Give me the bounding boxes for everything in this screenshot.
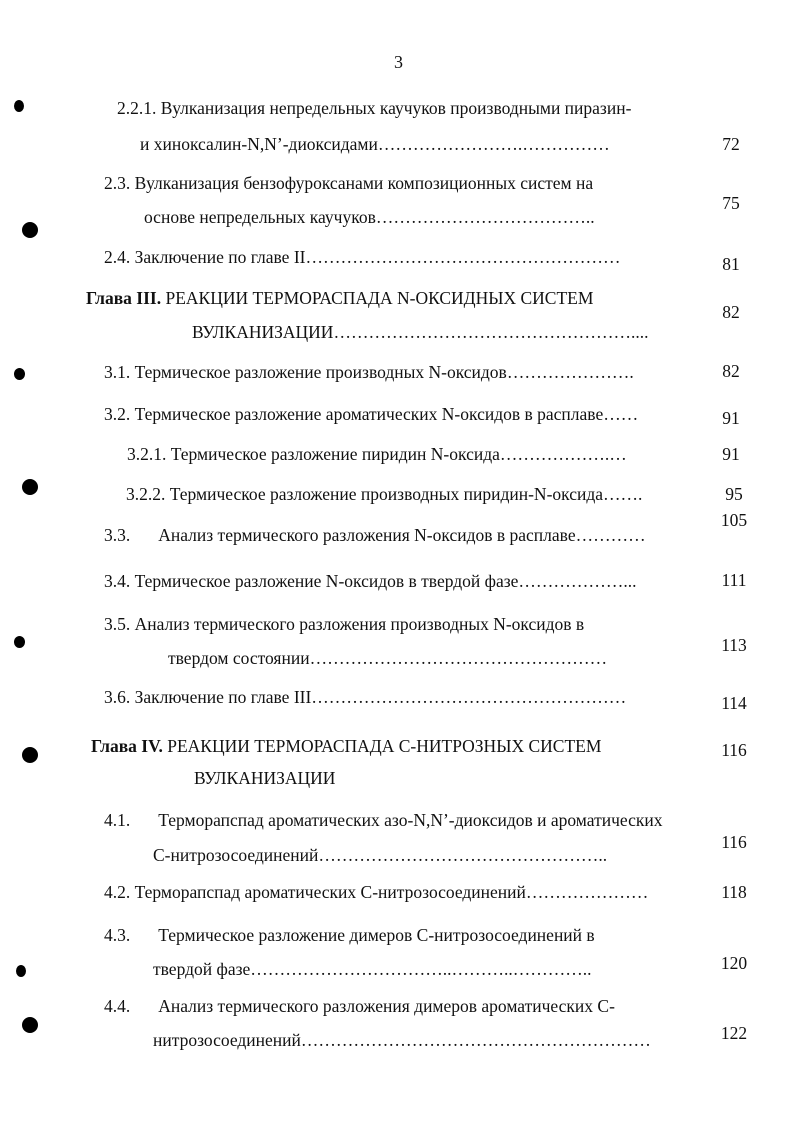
toc-chapter-4-line-1: [91, 738, 601, 756]
toc-entry-4-1-title: Терморапспад ароматических азо-N,N’-диоксидов и ароматических: [158, 810, 663, 830]
toc-entry-3-1: 3.1. Термическое разложение производных N-оксидов………………….: [104, 362, 634, 382]
toc-entry-3-3-number: 3.3.: [104, 525, 131, 545]
toc-entry-3-3-title: Анализ термического разложения N-оксидов в расплаве…………: [158, 525, 646, 545]
toc-entry-4-3-title: Термическое разложение димеров С-нитрозосоединений в: [158, 925, 595, 945]
toc-entry-4-3-number: 4.3.: [104, 925, 131, 945]
toc-entry-2-2-1-line-1: 2.2.1. Вулканизация непредельных каучуков производными пиразин-: [117, 98, 632, 118]
toc-entry-4-4-page: 122: [720, 1023, 748, 1043]
toc-entry-2-3-page: 75: [722, 193, 740, 213]
toc-entry-3-5-line-1: 3.5. Анализ термического разложения производных N-оксидов в: [104, 614, 585, 634]
toc-entry-3-4-page: 111: [721, 570, 747, 590]
toc-entry-3-5-line-2: твердом состоянии……………………………………………: [168, 648, 608, 668]
toc-entry-3-2: 3.2. Термическое разложение ароматических N-оксидов в расплаве……: [104, 404, 639, 424]
toc-chapter-3-page: 82: [722, 302, 740, 322]
toc-entry-4-1-line-2: С-нитрозосоединений…………………………………………..: [153, 845, 608, 865]
toc-entry-3-2-2: 3.2.2. Термическое разложение производных пиридин-N-оксида…….: [126, 484, 643, 504]
toc-entry-4-2: 4.2. Терморапспад ароматических С-нитрозосоединений…………………: [104, 882, 649, 902]
toc-entry-3-5-page: 113: [721, 635, 747, 655]
toc-entry-4-1-page: 116: [721, 832, 747, 852]
toc-entry-2-3-line-2: основе непредельных каучуков………………………………..: [144, 207, 595, 227]
toc-entry-4-3-line-1: [104, 927, 595, 945]
toc-entry-3-6-page: 114: [721, 693, 747, 713]
chapter-4-prefix: Глава IV.: [91, 736, 163, 756]
toc-chapter-4-line-2: ВУЛКАНИЗАЦИИ: [194, 768, 336, 788]
toc-entry-3-3-page: 105: [720, 510, 748, 530]
toc-entry-3-6: 3.6. Заключение по главе III………………………………………………: [104, 687, 627, 707]
toc-entry-2-4: 2.4. Заключение по главе II………………………………………………: [104, 247, 621, 267]
toc-entry-3-3: [104, 527, 646, 545]
toc-entry-3-4: 3.4. Термическое разложение N-оксидов в твердой фазе………………...: [104, 571, 637, 591]
chapter-4-title: РЕАКЦИИ ТЕРМОРАСПАДА С-НИТРОЗНЫХ СИСТЕМ: [162, 736, 602, 756]
toc-chapter-3-line-1: [86, 290, 593, 308]
toc-entry-4-4-line-2: нитрозосоединений……………………………………………………: [153, 1030, 651, 1050]
toc-entry-4-1-number: 4.1.: [104, 810, 131, 830]
toc-entry-4-4-title: Анализ термического разложения димеров ароматических С-: [158, 996, 615, 1016]
toc-entry-4-1-line-1: [104, 812, 662, 830]
toc-entry-3-2-2-page: 95: [725, 484, 743, 504]
chapter-3-prefix: Глава III.: [86, 288, 162, 308]
toc-entry-3-2-1: 3.2.1. Термическое разложение пиридин N-оксида……………….…: [127, 444, 627, 464]
toc-entry-2-3-line-1: 2.3. Вулканизация бензофуроксанами композиционных систем на: [104, 173, 594, 193]
toc-chapter-4-page: 116: [721, 740, 747, 760]
toc-entry-2-4-page: 81: [722, 254, 740, 274]
toc-entry-2-2-1-page: 72: [722, 134, 740, 154]
toc-entry-4-4-number: 4.4.: [104, 996, 131, 1016]
toc-entry-3-2-1-page: 91: [722, 444, 740, 464]
toc-entry-3-1-page: 82: [722, 361, 740, 381]
toc-entry-4-3-page: 120: [720, 953, 748, 973]
toc-entry-3-2-page: 91: [722, 408, 740, 428]
toc-entry-4-2-page: 118: [721, 882, 747, 902]
toc-chapter-3-line-2: ВУЛКАНИЗАЦИИ……………………………………………....: [192, 322, 649, 342]
toc-entry-2-2-1-line-2: и хиноксалин-N,N’-диоксидами…………………….……………: [140, 134, 610, 154]
page-number: 3: [394, 52, 403, 72]
toc-entry-4-4-line-1: [104, 998, 615, 1016]
toc-entry-4-3-line-2: твердой фазе……………………………..………..…………..: [153, 959, 592, 979]
chapter-3-title: РЕАКЦИИ ТЕРМОРАСПАДА N-ОКСИДНЫХ СИСТЕМ: [161, 288, 594, 308]
